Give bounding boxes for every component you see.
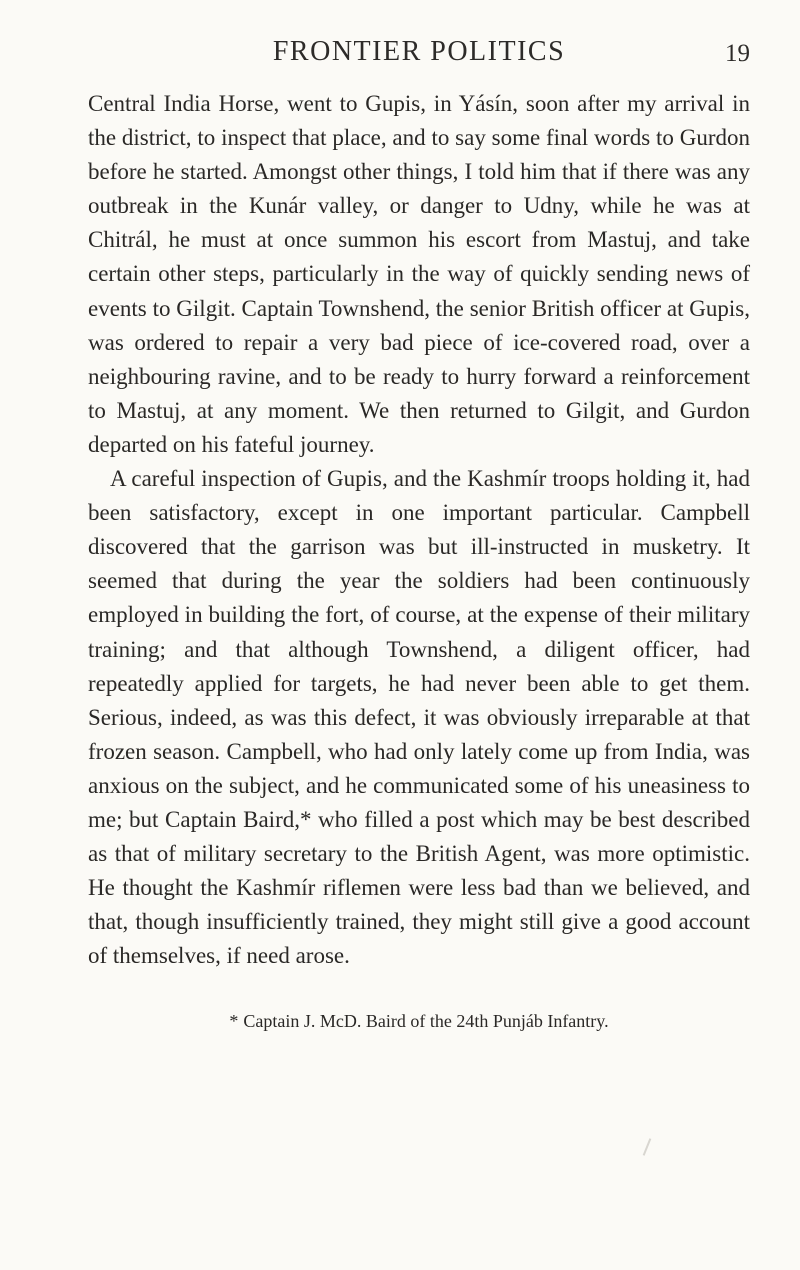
footnote-marker: * [229, 1011, 239, 1031]
paragraph-2: A careful inspection of Gupis, and the Kashmír troops holding it, had been satisfactory, except in one important particular. Campbell discovered that the garrison was but ill-instructed in musketry. It seemed that during the year the soldiers had been continuously employed in building the fort, of course, at the expense of their military training; and that although Townshend, a diligent officer, had repeatedly applied for targets, he had never been able to get them. Serious, indeed, as was this defect, it was obviously irreparable at that frozen season. Campbell, who had only lately come up from India, was anxious on the subject, and he communicated some of his uneasiness to me; but Captain Baird,* who filled a post which may be best described as that of military secretary to the British Agent, was more optimistic. He thought the Kashmír riflemen were less bad than we believed, and that, though insufficiently trained, they might still give a good account of themselves, if need arose. [88, 466, 750, 969]
page-number: 19 [725, 40, 750, 67]
body-text [88, 87, 750, 973]
page-scratch-mark [643, 1138, 652, 1155]
footnote-text: Captain J. McD. Baird of the 24th Punjáb Infantry. [243, 1011, 609, 1031]
running-title: FRONTIER POLITICS [272, 36, 566, 67]
footnote [88, 1009, 750, 1033]
running-head [88, 36, 750, 72]
paragraph-1: Central India Horse, went to Gupis, in Yásín, soon after my arrival in the district, to inspect that place, and to say some final words to Gurdon before he started. Amongst other things, I told him that if there was any outbreak in the Kunár valley, or danger to Udny, while he was at Chitrál, he must at once summon his escort from Mastuj, and take certain other steps, particularly in the way of quickly sending news of events to Gilgit. Captain Townshend, the senior British officer at Gupis, was ordered to repair a very bad piece of ice-covered road, over a neighbouring ravine, and to be ready to hurry forward a reinforcement to Mastuj, at any moment. We then returned to Gilgit, and Gurdon departed on his fateful journey. [88, 91, 750, 457]
